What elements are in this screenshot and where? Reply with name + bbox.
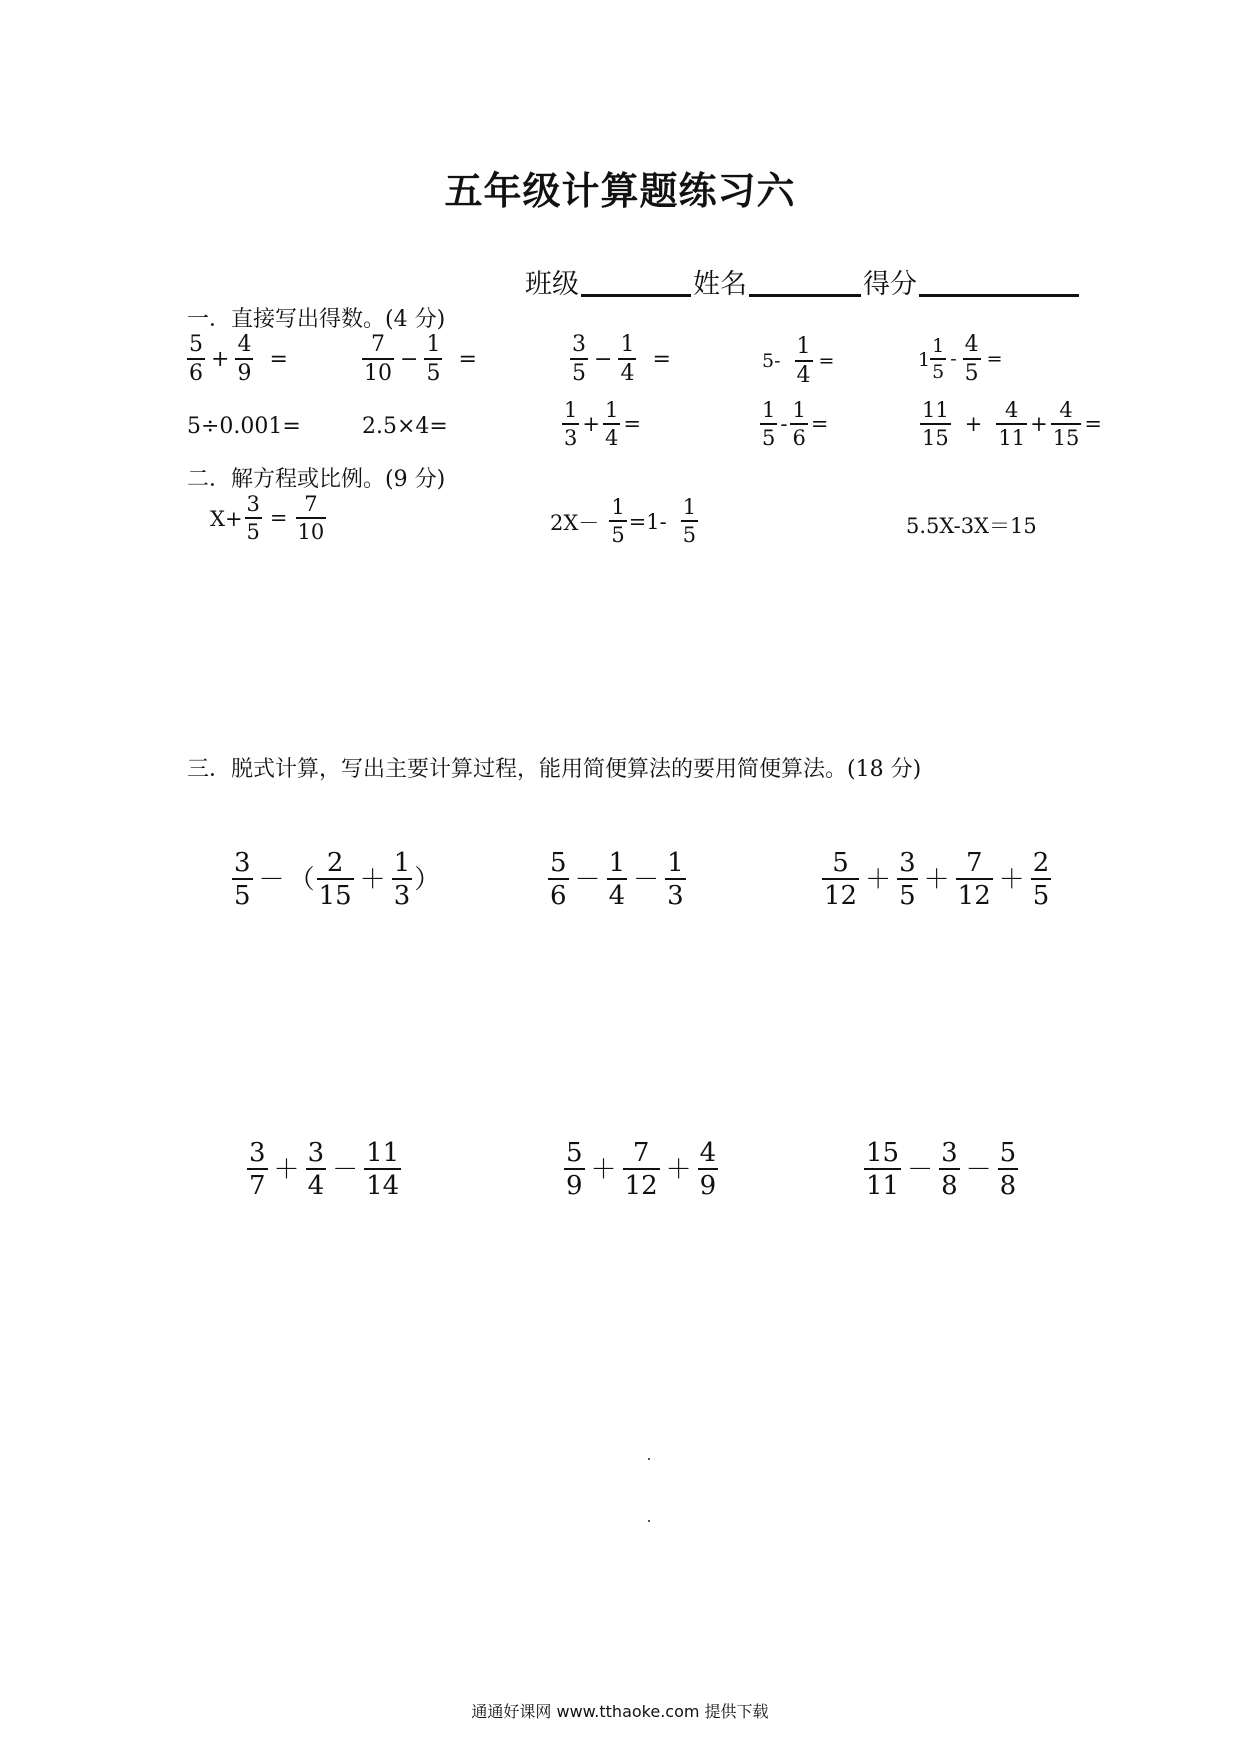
numerator: 5: [189, 332, 203, 357]
denominator: 3: [562, 423, 579, 449]
numerator: 1: [620, 332, 635, 357]
denominator: 6: [790, 423, 807, 449]
numerator: 1: [604, 398, 619, 422]
operator: ＋: [359, 864, 386, 895]
denominator: 14: [364, 1168, 401, 1199]
denominator: 12: [623, 1168, 660, 1199]
denominator: 8: [939, 1168, 960, 1199]
numerator: 4: [1059, 398, 1073, 422]
section1-heading: 一．直接写出得数。(4 分): [187, 307, 446, 332]
operator: ＋: [923, 864, 950, 895]
numerator: 7: [965, 848, 983, 878]
numerator: 3: [572, 332, 586, 357]
s1-item-1: [185, 334, 292, 385]
numerator: 1: [682, 495, 697, 519]
numerator: 3: [307, 1138, 325, 1168]
numerator: 3: [234, 848, 251, 878]
student-info-line: [525, 262, 1081, 301]
denominator: 12: [956, 878, 993, 909]
footer-credit: 通通好课网 www.tthaoke.com 提供下载: [471, 1702, 769, 1721]
numerator: 2: [326, 848, 344, 878]
denominator: 10: [296, 517, 327, 543]
numerator: 7: [371, 332, 385, 357]
numerator: 1: [796, 334, 811, 359]
numerator: 3: [246, 492, 260, 516]
equals-sign: =: [1084, 412, 1103, 436]
numerator: 5: [832, 848, 849, 878]
s1-item-10: [918, 400, 1103, 449]
denominator: 6: [187, 358, 205, 385]
equals-sign: =: [269, 346, 288, 372]
denominator: 9: [235, 358, 253, 385]
denominator: 5: [930, 358, 946, 382]
denominator: 4: [306, 1168, 327, 1199]
denominator: 15: [920, 423, 951, 449]
denominator: 5: [1031, 878, 1052, 909]
page-title: 五年级计算题练习六: [444, 169, 796, 213]
s2-equation-2: [550, 497, 700, 546]
denominator: 5: [570, 358, 588, 385]
denominator: 4: [618, 358, 636, 385]
numerator: 3: [899, 848, 916, 878]
numerator: 4: [964, 332, 979, 357]
class-label: 班级: [525, 269, 579, 300]
numerator: 1: [426, 332, 441, 357]
numerator: 2: [1032, 848, 1050, 878]
denominator: 6: [548, 878, 569, 909]
s1-item-2: [360, 334, 481, 385]
operator: +: [964, 412, 983, 436]
operator: ＋: [998, 864, 1025, 895]
operator: ＋: [590, 1154, 617, 1185]
denominator: 5: [681, 520, 698, 546]
numerator: 7: [632, 1138, 650, 1168]
denominator: 3: [392, 878, 413, 909]
score-label: 得分: [863, 269, 917, 300]
denominator: 8: [998, 1168, 1019, 1199]
denominator: 11: [996, 423, 1027, 449]
middle-term: =1-: [628, 509, 667, 534]
operator: －: [965, 1154, 992, 1185]
s3-item-3: [820, 850, 1053, 909]
denominator: 9: [698, 1168, 719, 1199]
numerator: 5: [566, 1138, 583, 1168]
s2-equation-3: 5.5X-3X＝15: [906, 514, 1037, 538]
operator: －: [633, 864, 660, 895]
operator: －: [258, 864, 285, 895]
lead-term: X+: [210, 506, 243, 531]
equals-sign: =: [269, 506, 288, 530]
s1-item-8: [560, 400, 642, 449]
s1-item-5: [918, 334, 1007, 385]
s3-item-2: [546, 850, 688, 909]
denominator: 5: [760, 423, 777, 449]
operator: ＋: [273, 1154, 300, 1185]
numerator: 1: [932, 335, 945, 357]
numerator: 1: [762, 398, 776, 422]
equals-sign: =: [458, 346, 477, 372]
class-blank[interactable]: [581, 262, 691, 297]
s2-equation-1: [210, 494, 328, 543]
s1-item-3: [568, 334, 675, 385]
operator: -: [950, 348, 957, 370]
denominator: 5: [232, 878, 253, 909]
operator: +: [211, 346, 230, 372]
name-blank[interactable]: [749, 262, 861, 297]
denominator: 7: [247, 1168, 268, 1199]
s1-item-9: [758, 400, 829, 449]
denominator: 10: [362, 358, 394, 385]
equals-sign: =: [818, 350, 835, 372]
s3-item-4: [245, 1140, 403, 1199]
section3-heading: 三．脱式计算，写出主要计算过程，能用简便算法的要用简便算法。(18 分): [187, 757, 922, 782]
numerator: 3: [941, 1138, 958, 1168]
equals-sign: =: [623, 412, 641, 436]
numerator: 4: [1005, 398, 1019, 422]
operator: −: [400, 346, 419, 372]
numerator: 5: [999, 1138, 1017, 1168]
operator: -: [780, 412, 788, 436]
denominator: 12: [822, 878, 859, 909]
numerator: 1: [611, 495, 625, 519]
numerator: 1: [608, 848, 626, 878]
scan-speck: [648, 1458, 650, 1460]
operator: －: [332, 1154, 359, 1185]
denominator: 3: [665, 878, 686, 909]
denominator: 9: [564, 1168, 585, 1199]
numerator: 4: [237, 332, 252, 357]
denominator: 15: [317, 878, 354, 909]
denominator: 15: [1051, 423, 1082, 449]
denominator: 5: [245, 517, 262, 543]
equals-sign: =: [652, 346, 671, 372]
lead-term: 5-: [762, 350, 781, 372]
score-blank[interactable]: [919, 262, 1079, 297]
right-paren: ）: [414, 864, 441, 895]
denominator: 5: [609, 520, 626, 546]
s3-item-1: [230, 850, 440, 909]
denominator: 11: [864, 1168, 901, 1199]
numerator: 1: [564, 398, 578, 422]
operator: −: [594, 346, 613, 372]
numerator: 11: [366, 1138, 400, 1168]
denominator: 5: [424, 358, 442, 385]
operator: ＋: [665, 1154, 692, 1185]
lead-term: 1: [918, 348, 931, 371]
operator: －: [907, 1154, 934, 1185]
numerator: 1: [792, 398, 806, 422]
section2-heading: 二．解方程或比例。(9 分): [187, 467, 446, 492]
operator: +: [582, 412, 600, 436]
operator: ＋: [865, 864, 892, 895]
denominator: 4: [795, 360, 813, 387]
s3-item-6: [862, 1140, 1020, 1199]
numerator: 1: [667, 848, 684, 878]
scan-speck: [648, 1520, 650, 1522]
numerator: 7: [304, 492, 318, 516]
name-label: 姓名: [693, 269, 747, 300]
numerator: 4: [699, 1138, 717, 1168]
numerator: 15: [866, 1138, 900, 1168]
denominator: 5: [963, 358, 981, 385]
numerator: 11: [922, 398, 949, 422]
s1-item-4: [758, 336, 838, 387]
numerator: 5: [550, 848, 567, 878]
s1-item-7: 2.5×4=: [362, 414, 448, 439]
lead-term: 2X－: [550, 510, 600, 535]
equals-sign: =: [810, 412, 829, 436]
operator: +: [1030, 412, 1048, 436]
denominator: 4: [607, 878, 628, 909]
denominator: 4: [603, 423, 620, 449]
numerator: 1: [393, 848, 411, 878]
denominator: 5: [897, 878, 918, 909]
equals-sign: =: [986, 348, 1003, 370]
left-paren: （: [288, 864, 315, 895]
s1-item-6: 5÷0.001=: [187, 414, 301, 439]
operator: －: [574, 864, 601, 895]
s3-item-5: [562, 1140, 720, 1199]
numerator: 3: [249, 1138, 266, 1168]
